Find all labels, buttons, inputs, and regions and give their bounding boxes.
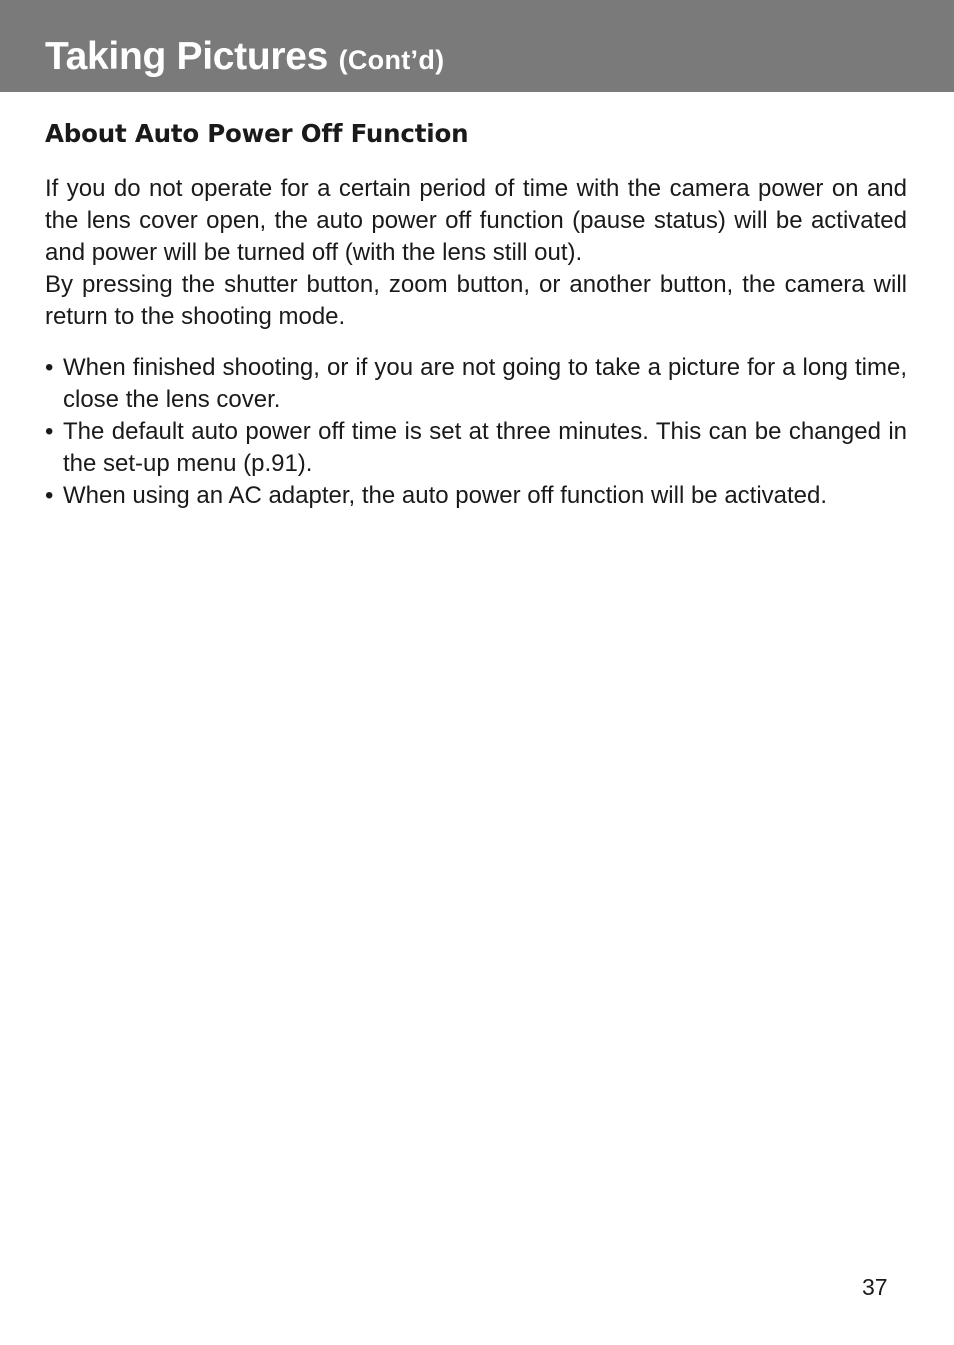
bullet-text: When using an AC adapter, the auto power off function will be activated. [63, 482, 828, 509]
bullet-list [45, 352, 907, 512]
header-bar [0, 0, 954, 92]
bullet-marker: • [45, 354, 54, 381]
body-text [45, 173, 907, 333]
paragraph-1: If you do not operate for a certain period of time with the camera power on and the lens cover open, the auto power off function (pause status) will be activated and power will be turned off (with the lens still out). [45, 175, 907, 266]
page-title-suffix: (Cont’d) [338, 45, 445, 75]
page-number: 37 [862, 1274, 888, 1300]
bullet-marker: • [45, 418, 54, 445]
page-title-text: Taking Pictures [45, 35, 329, 78]
bullet-item [45, 352, 907, 416]
page-title [45, 34, 444, 83]
paragraph-2: By pressing the shutter button, zoom button, or another button, the camera will return to the shooting mode. [45, 271, 907, 330]
bullet-text: When finished shooting, or if you are not going to take a picture for a long time, close the lens cover. [63, 354, 907, 413]
bullet-item [45, 480, 907, 512]
bullet-text: The default auto power off time is set at three minutes. This can be changed in the set-up menu (p.91). [63, 418, 907, 477]
bullet-marker: • [45, 482, 54, 509]
section-heading: About Auto Power Off Function [45, 119, 469, 148]
bullet-item [45, 416, 907, 480]
